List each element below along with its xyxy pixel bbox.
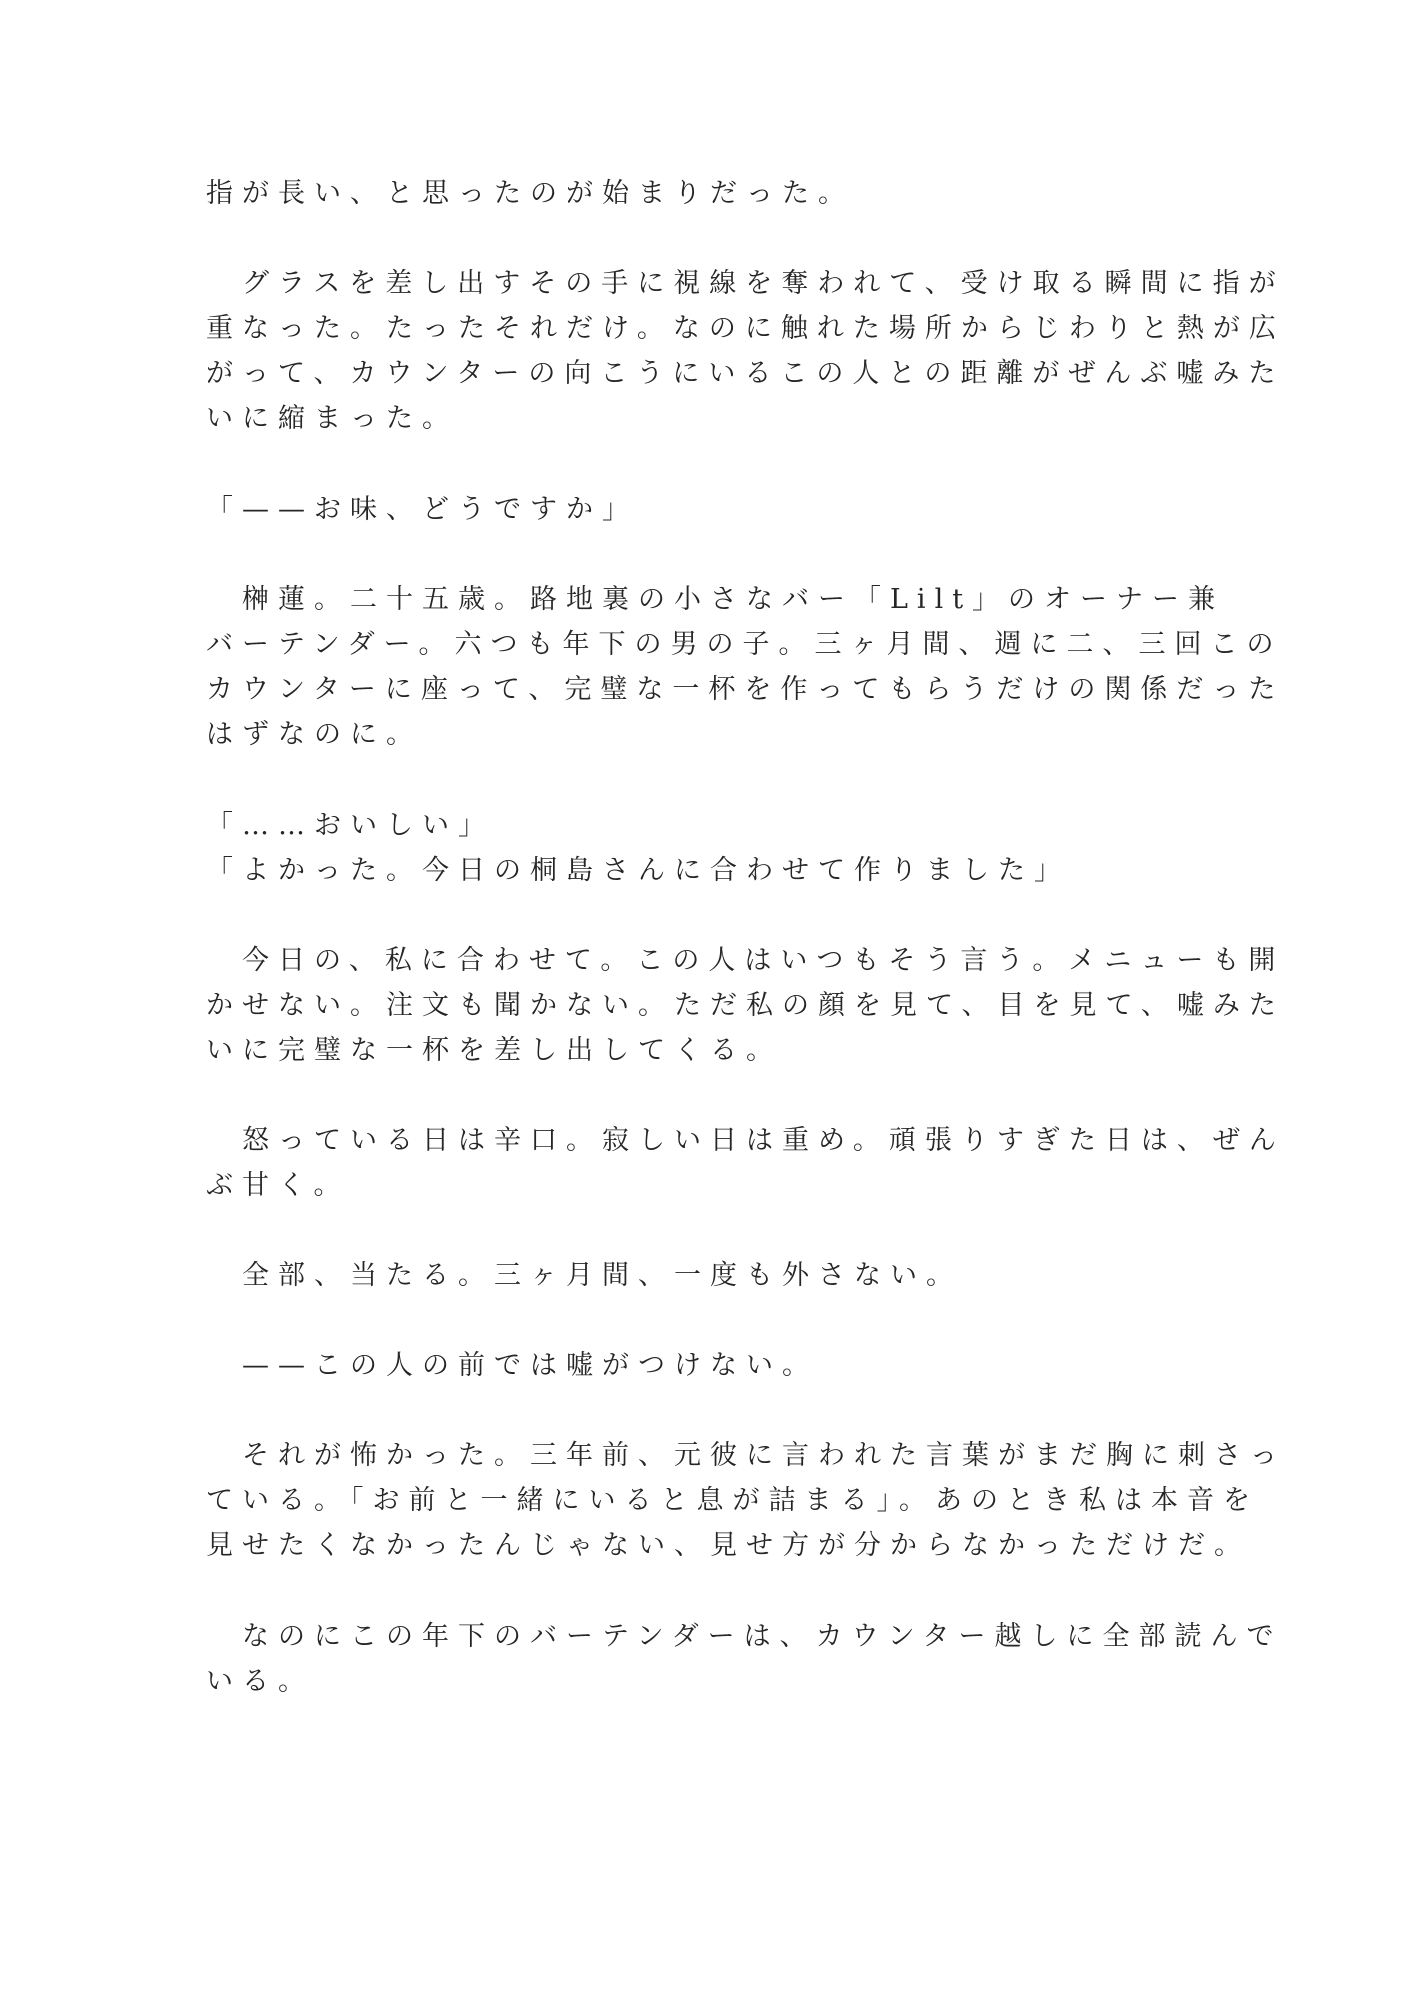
text-line: なのにこの年下のバーテンダーは、カウンター越しに全部読んで [206,1621,1283,1652]
text-line: いに縮まった。 [206,403,458,434]
text-line: 今日の、私に合わせて。この人はいつもそう言う。メニューも開 [206,945,1285,976]
text-line: 見せたくなかったんじゃない、見せ方が分からなかっただけだ。 [206,1530,1250,1561]
text-line: がって、カウンターの向こうにいるこの人との距離がぜんぶ嘘みた [206,358,1285,389]
text-line: バーテンダー。六つも年下の男の子。三ヶ月間、週に二、三回この [206,629,1283,660]
text-line: いる。 [206,1666,314,1697]
text-line: ぶ甘く。 [206,1170,350,1201]
text-line: グラスを差し出すその手に視線を奪われて、受け取る瞬間に指が [206,268,1285,299]
text-line: ている。「お前と一緒にいると息が詰まる」。あのとき私は本音を [206,1485,1259,1516]
dialogue-line: 「よかった。今日の桐島さんに合わせて作りました」 [206,855,1070,886]
text-line: かせない。注文も聞かない。ただ私の顔を見て、目を見て、嘘みた [206,990,1285,1021]
dialogue-line: 「……おいしい」 [206,810,494,841]
text-line: 重なった。たったそれだけ。なのに触れた場所からじわりと熱が広 [206,313,1285,344]
text-line: ——この人の前では嘘がつけない。 [206,1350,818,1381]
text-line: はずなのに。 [206,719,422,750]
text-line: 全部、当たる。三ヶ月間、一度も外さない。 [206,1260,962,1291]
text-line: カウンターに座って、完璧な一杯を作ってもらうだけの関係だった [206,674,1285,705]
dialogue-line: 「——お味、どうですか」 [206,494,638,525]
text-line: 指が長い、と思ったのが始まりだった。 [206,178,854,209]
text-line: いに完璧な一杯を差し出してくる。 [206,1035,782,1066]
text-line: 榊蓮。二十五歳。路地裏の小さなバー「Lilt」のオーナー兼 [206,584,1225,615]
text-line: 怒っている日は辛口。寂しい日は重め。頑張りすぎた日は、ぜん [206,1125,1285,1156]
text-line: それが怖かった。三年前、元彼に言われた言葉がまだ胸に刺さっ [206,1440,1286,1471]
